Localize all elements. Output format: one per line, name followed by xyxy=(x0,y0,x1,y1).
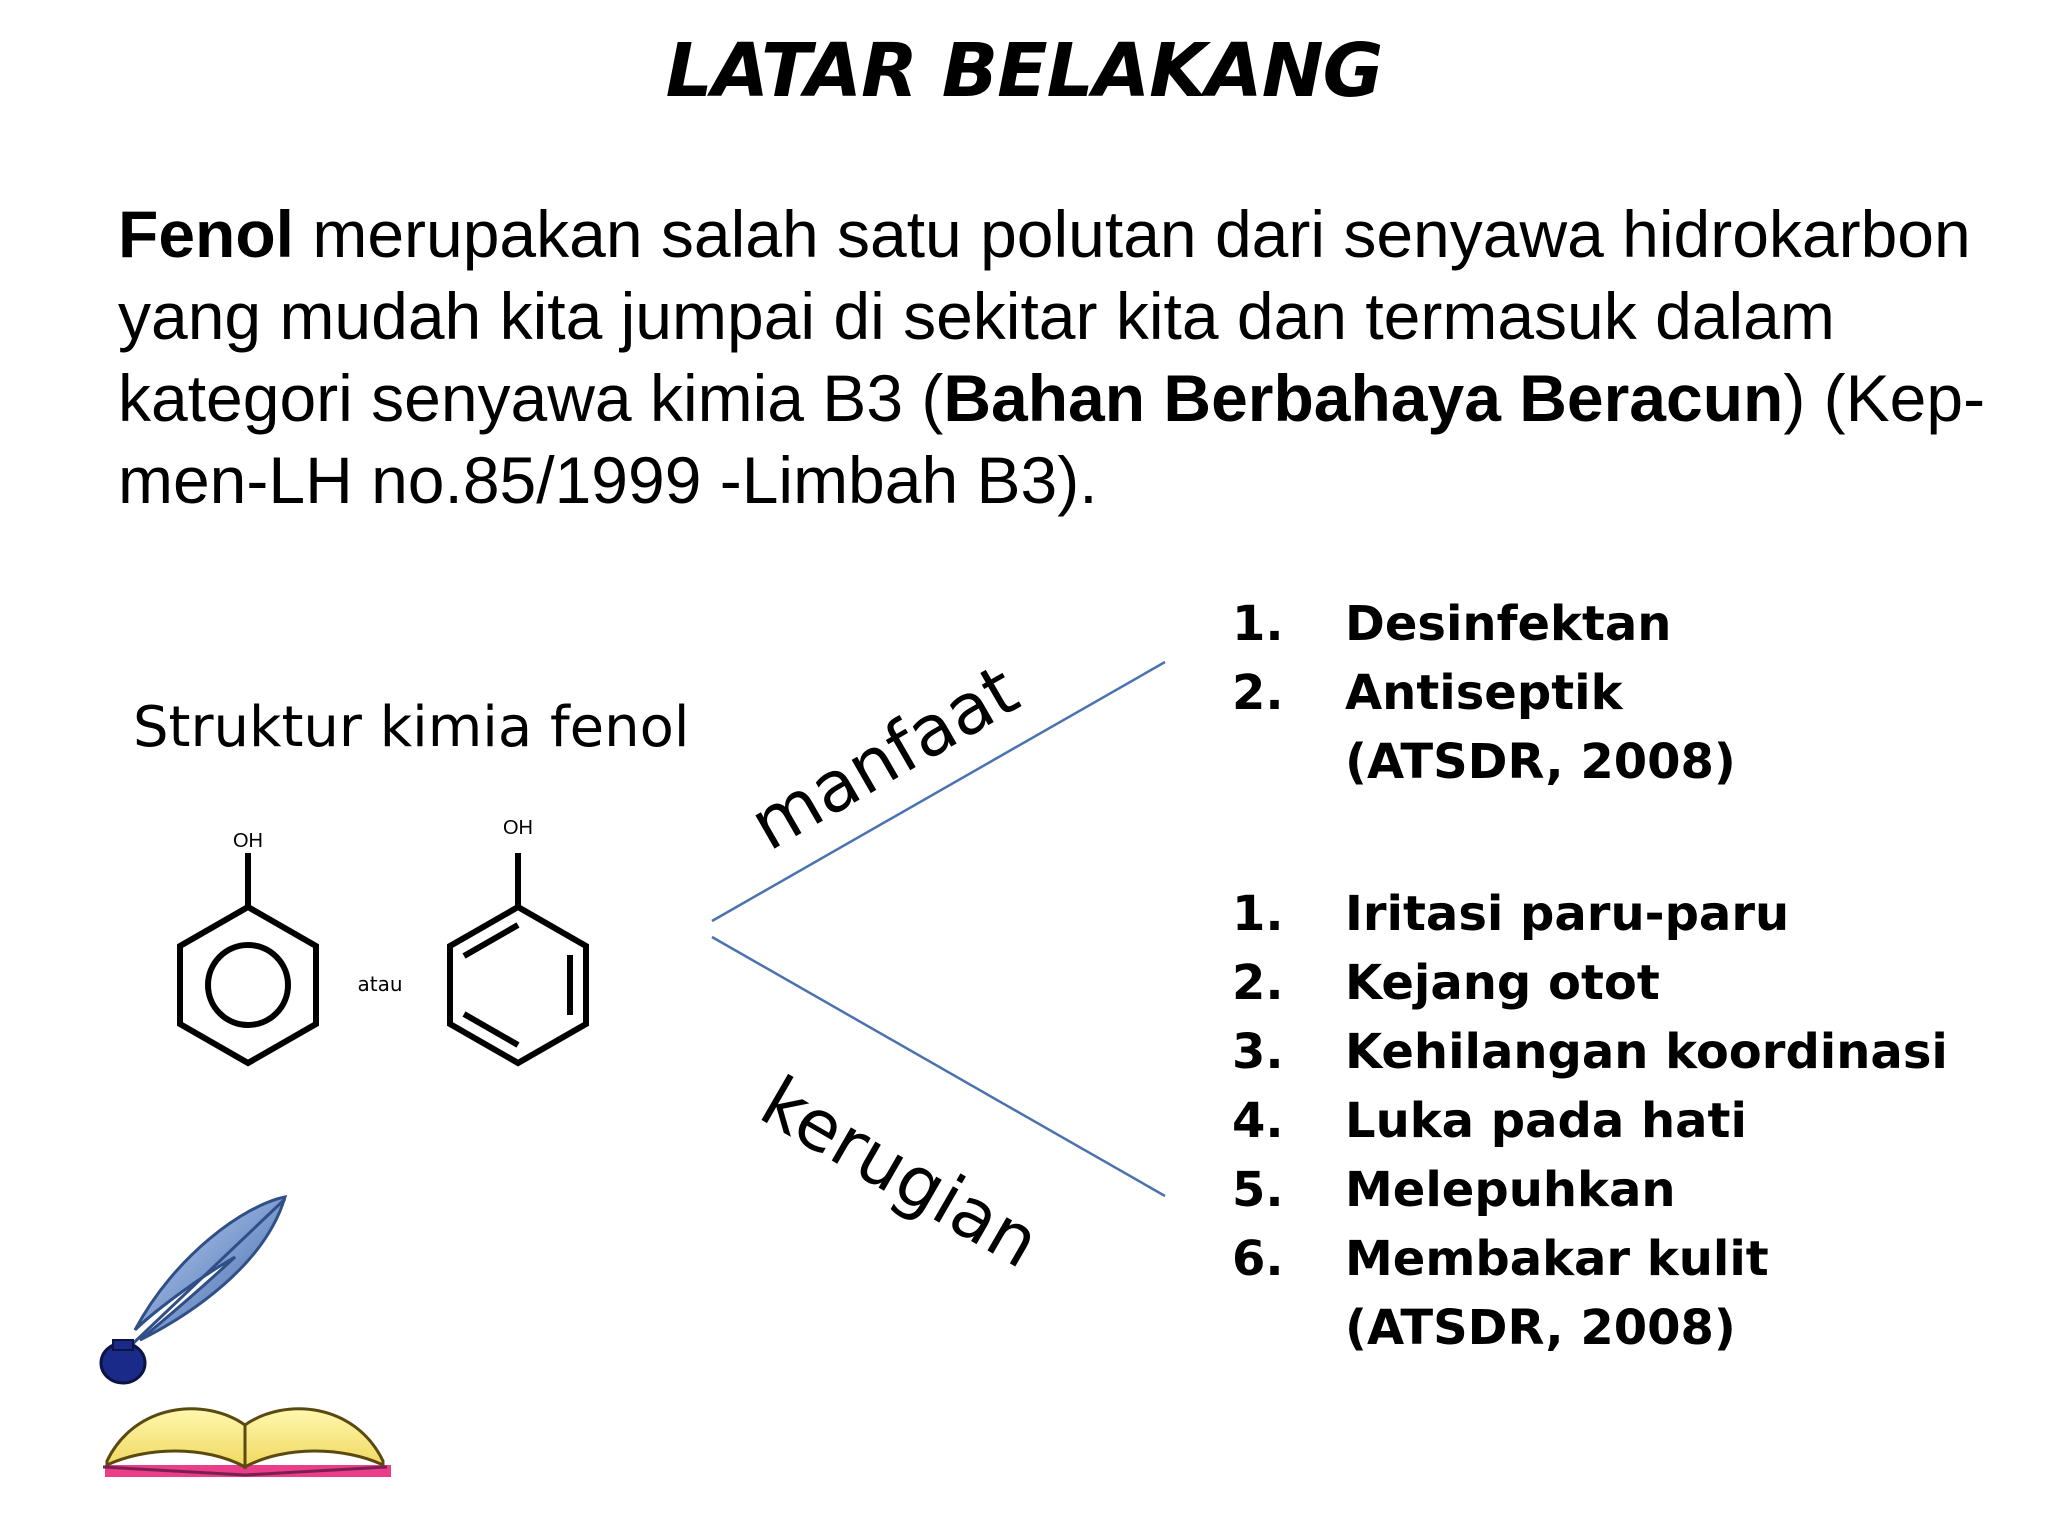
manfaat-label: manfaat xyxy=(736,648,1032,867)
phenol-structure-kekule xyxy=(450,853,586,1063)
structure-label: Struktur kimia fenol xyxy=(133,695,690,760)
intro-term: Fenol xyxy=(118,197,294,271)
intro-text-3: ) (Kep-men-LH no.85/1999 -Limbah B3). xyxy=(118,361,1986,517)
slide-title: LATAR BELAKANG xyxy=(665,28,1383,114)
quill-and-book-icon xyxy=(95,1185,405,1485)
intro-text-1: merupakan salah satu polutan dari senyawa hidrokarbon yang mudah kita jumpai di sekitar kita dan termasuk dalam kategori senyawa kimia B3 ( xyxy=(118,197,1971,435)
oh-label-right: OH xyxy=(503,817,533,839)
phenol-structure-circle xyxy=(180,853,316,1063)
oh-label-left: OH xyxy=(233,830,263,852)
kerugian-label: kerugian xyxy=(747,1060,1053,1285)
intro-bold-b3: Bahan Berbahaya Beracun xyxy=(943,361,1784,435)
atau-label: atau xyxy=(357,972,403,996)
